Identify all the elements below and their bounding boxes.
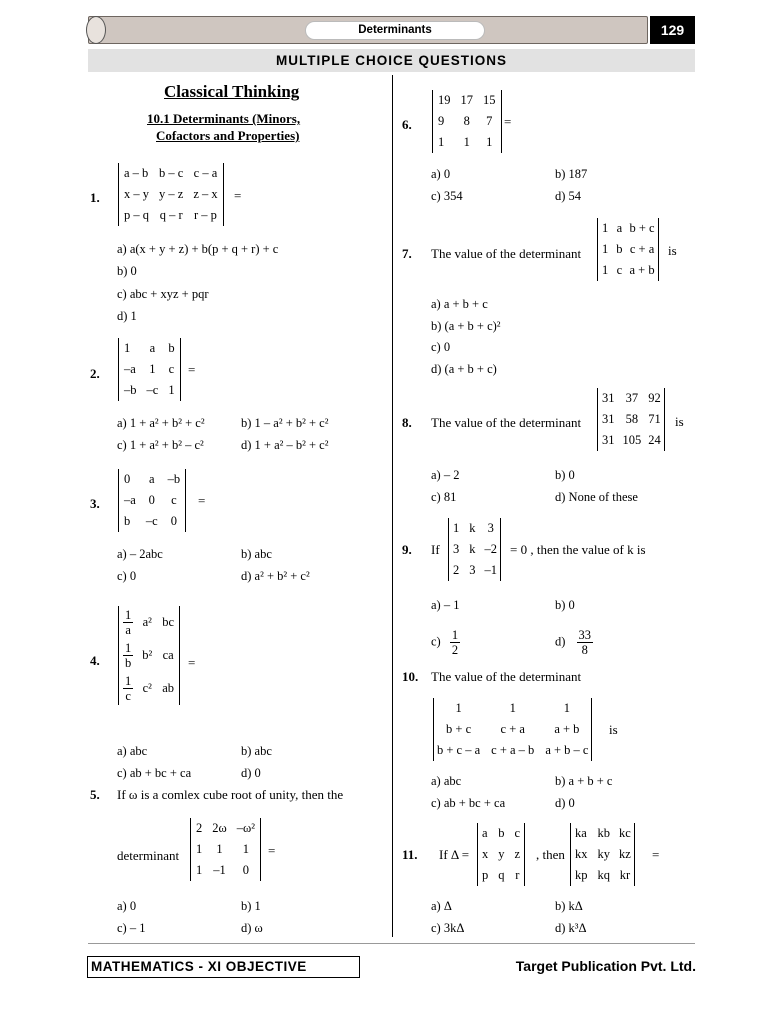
option-a: a) 0	[117, 899, 137, 913]
fraction-denominator: 2	[451, 643, 459, 657]
option-label: c)	[431, 634, 441, 649]
det-cell: 24	[648, 433, 661, 447]
question-text-tail: = 0 , then the value of k is	[510, 542, 646, 557]
det-cell: 37	[625, 391, 639, 405]
option-b: b) 1	[241, 899, 261, 913]
determinant-q11-delta	[477, 823, 525, 886]
det-cell: kx	[575, 847, 588, 861]
fraction-denominator: c	[125, 689, 131, 703]
det-cell: –ω²	[236, 821, 255, 835]
det-cell: 1	[438, 135, 445, 149]
equals-sign: =	[198, 493, 206, 508]
option-b: b) abc	[241, 547, 272, 561]
determinant-q8	[597, 388, 665, 451]
det-cell: c – a	[193, 166, 218, 180]
det-cell: 1	[602, 263, 609, 277]
fraction-denominator: a	[125, 623, 131, 637]
det-cell: –c	[145, 514, 158, 528]
det-cell: 1	[602, 242, 609, 256]
det-cell: 58	[625, 412, 639, 426]
option-label: d)	[555, 634, 566, 649]
det-cell: 105	[622, 433, 642, 447]
det-cell: c + a	[629, 242, 655, 256]
option-c: c) abc + xyz + pqr	[117, 287, 209, 301]
det-cell: 1	[455, 701, 462, 715]
determinant-q6	[432, 90, 502, 153]
det-cell: k	[469, 521, 476, 535]
det-cell: 19	[438, 93, 451, 107]
det-cell: 0	[124, 472, 131, 486]
det-cell: x	[482, 847, 489, 861]
option-b: b) 187	[555, 167, 588, 181]
det-cell: 1	[602, 221, 609, 235]
det-cell: b	[124, 514, 131, 528]
det-cell: a	[149, 341, 156, 355]
det-cell: b	[616, 242, 623, 256]
column-divider	[392, 75, 393, 937]
option-b: b) 0	[555, 468, 575, 482]
det-cell: y – z	[159, 187, 184, 201]
equals-sign: =	[504, 114, 512, 129]
section-banner: MULTIPLE CHOICE QUESTIONS	[88, 49, 695, 72]
det-cell: c	[616, 263, 623, 277]
det-cell: ca	[162, 648, 174, 662]
det-cell: a + b	[629, 263, 655, 277]
question-text: If Δ =	[439, 847, 470, 862]
option-c: c) ab + bc + ca	[117, 766, 192, 780]
det-cell: –c	[146, 383, 159, 397]
det-cell: 31	[602, 433, 615, 447]
equals-sign: =	[268, 843, 276, 858]
det-cell: 0	[170, 514, 177, 528]
option-a: a) – 2	[431, 468, 460, 482]
option-c: c) 354	[431, 189, 463, 203]
det-cell: 9	[438, 114, 445, 128]
footer-book-title: MATHEMATICS - XI OBJECTIVE	[87, 956, 360, 978]
det-cell: a + b – c	[545, 743, 589, 757]
det-cell: 1	[453, 521, 460, 535]
det-cell: x – y	[124, 187, 149, 201]
det-cell: kc	[619, 826, 631, 840]
det-cell: a – b	[124, 166, 149, 180]
det-cell: ky	[597, 847, 610, 861]
det-cell: r	[515, 868, 520, 882]
determinant-q2	[118, 338, 181, 401]
option-c: c) ab + bc + ca	[431, 796, 506, 810]
option-c: c) 3kΔ	[431, 921, 465, 935]
det-cell: a	[482, 826, 488, 840]
det-cell: –1	[213, 863, 226, 877]
det-cell: –b	[167, 472, 181, 486]
option-a: a) abc	[431, 774, 462, 788]
fraction-numerator: 1	[125, 641, 132, 655]
det-cell: 3	[453, 542, 460, 556]
question-number: 9.	[402, 542, 412, 557]
option-a: a) – 2abc	[117, 547, 163, 561]
option-b: b) 1 – a² + b² + c²	[241, 416, 329, 430]
option-d: d) 54	[555, 189, 582, 203]
det-cell: 2	[196, 821, 203, 835]
equals-sign: =	[234, 188, 242, 203]
det-cell: k	[469, 542, 476, 556]
det-cell: c	[168, 362, 175, 376]
question-text-tail: is	[675, 414, 684, 429]
det-cell: 1	[149, 362, 156, 376]
det-cell: 1	[242, 842, 249, 856]
question-number: 2.	[90, 366, 100, 381]
det-cell: a²	[142, 615, 152, 629]
option-d: d) (a + b + c)	[431, 362, 497, 376]
option-b: b) a + b + c	[555, 774, 613, 788]
question-text: The value of the determinant	[431, 669, 582, 684]
fraction-denominator: 8	[581, 643, 588, 657]
fraction-denominator: b	[125, 656, 132, 670]
det-cell: kr	[619, 868, 631, 882]
fraction-numerator: 1	[451, 628, 459, 642]
determinant-q5	[190, 818, 261, 881]
det-cell: c²	[142, 681, 152, 695]
det-cell: b	[168, 341, 175, 355]
det-cell: –1	[484, 563, 497, 577]
det-cell: –a	[124, 493, 136, 507]
section-heading: Classical Thinking	[164, 82, 300, 101]
option-a: a) – 1	[431, 598, 460, 612]
option-b: b) 0	[117, 264, 137, 278]
option-c: c) 0	[431, 340, 451, 354]
option-a: a) a(x + y + z) + b(p + q + r) + c	[117, 242, 279, 256]
det-cell: 3	[469, 563, 476, 577]
det-cell: b²	[142, 648, 153, 662]
det-cell: b – c	[159, 166, 184, 180]
subsection-heading-line2: Cofactors and Properties)	[156, 128, 300, 143]
det-cell: p – q	[124, 208, 149, 222]
det-cell: 1	[124, 341, 131, 355]
det-cell: 3	[487, 521, 494, 535]
question-number: 11.	[402, 847, 418, 862]
det-cell: b	[498, 826, 505, 840]
det-cell: ab	[162, 681, 175, 695]
det-cell: bc	[162, 615, 175, 629]
det-cell: 15	[483, 93, 496, 107]
det-cell: 31	[602, 412, 615, 426]
question-text: The value of the determinant	[431, 415, 582, 430]
det-cell: b + c – a	[437, 743, 481, 757]
option-d	[555, 628, 593, 657]
option-d: d) 1	[117, 309, 137, 323]
subsection-heading-line1: 10.1 Determinants (Minors,	[147, 111, 301, 126]
det-cell: p	[482, 868, 489, 882]
option-c: c) 81	[431, 490, 457, 504]
det-cell: b + c	[629, 221, 655, 235]
question-number: 7.	[402, 246, 412, 261]
det-cell: c + a – b	[491, 743, 535, 757]
option-a: a) a + b + c	[431, 297, 488, 311]
option-a: a) Δ	[431, 899, 452, 913]
det-cell: 1	[216, 842, 223, 856]
det-cell: y	[498, 847, 505, 861]
det-cell: 0	[242, 863, 249, 877]
det-cell: z	[514, 847, 521, 861]
question-text-label: determinant	[117, 848, 180, 863]
equals-sign: =	[188, 362, 196, 377]
option-b: b) 0	[555, 598, 575, 612]
determinant-q10	[433, 698, 592, 761]
det-cell: q	[498, 868, 505, 882]
option-d: d) 1 + a² – b² + c²	[241, 438, 329, 452]
page-number: 129	[650, 16, 695, 44]
footer-rule	[88, 943, 695, 944]
question-text-mid: , then	[536, 847, 565, 862]
det-cell: b + c	[446, 722, 472, 736]
question-number: 6.	[402, 117, 412, 132]
question-text-tail: is	[609, 722, 618, 737]
option-b: b) (a + b + c)²	[431, 319, 501, 333]
determinant-q11-k	[570, 823, 635, 886]
equals-sign: =	[652, 847, 660, 862]
chapter-title: Determinants	[305, 21, 485, 40]
option-c	[431, 628, 460, 657]
option-c: c) – 1	[117, 921, 146, 935]
option-d: d) 0	[555, 796, 575, 810]
question-number: 3.	[90, 496, 100, 511]
option-c: c) 1 + a² + b² – c²	[117, 438, 204, 452]
option-a: a) 1 + a² + b² + c²	[117, 416, 205, 430]
det-cell: 1	[486, 135, 493, 149]
det-cell: 1	[196, 863, 203, 877]
question-number: 5.	[90, 787, 100, 802]
fraction-numerator: 1	[125, 608, 132, 622]
det-cell: 8	[463, 114, 470, 128]
option-c: c) 0	[117, 569, 137, 583]
det-cell: –a	[124, 362, 136, 376]
question-text-tail: is	[668, 243, 677, 258]
option-b: b) kΔ	[555, 899, 583, 913]
det-cell: 31	[602, 391, 615, 405]
det-cell: 0	[148, 493, 155, 507]
det-cell: a + b	[554, 722, 580, 736]
det-cell: a	[148, 472, 155, 486]
det-cell: 92	[648, 391, 661, 405]
option-a: a) abc	[117, 744, 148, 758]
det-cell: 1	[509, 701, 516, 715]
determinant-q7	[597, 218, 659, 281]
question-number: 8.	[402, 415, 412, 430]
question-text: If	[431, 542, 440, 557]
option-a: a) 0	[431, 167, 451, 181]
det-cell: c + a	[500, 722, 525, 736]
det-cell: –b	[124, 383, 137, 397]
det-cell: kq	[597, 868, 610, 882]
det-cell: kp	[575, 868, 588, 882]
question-number: 10.	[402, 669, 419, 684]
determinant-q4	[118, 606, 180, 705]
determinant-q1	[118, 163, 224, 226]
option-d: d) 0	[241, 766, 261, 780]
option-b: b) abc	[241, 744, 272, 758]
det-cell: c	[171, 493, 177, 507]
equals-sign: =	[188, 655, 196, 670]
determinant-q3	[118, 469, 186, 532]
det-cell: –2	[484, 542, 497, 556]
det-cell: 1	[196, 842, 203, 856]
det-cell: 7	[486, 114, 493, 128]
det-cell: ka	[575, 826, 587, 840]
question-text: The value of the determinant	[431, 246, 582, 261]
option-d: d) ω	[241, 921, 263, 935]
determinant-q9	[448, 518, 501, 581]
det-cell: 1	[563, 701, 571, 715]
det-cell: 71	[648, 412, 661, 426]
det-cell: kz	[619, 847, 631, 861]
fraction-numerator: 33	[578, 628, 592, 642]
header-ring-decoration	[86, 16, 106, 44]
det-cell: 2ω	[212, 821, 227, 835]
det-cell: c	[514, 826, 521, 840]
det-cell: 2	[453, 563, 460, 577]
det-cell: z – x	[193, 187, 218, 201]
question-number: 1.	[90, 190, 100, 205]
option-d: d) a² + b² + c²	[241, 569, 310, 583]
question-text: If ω is a comlex cube root of unity, then the	[117, 787, 344, 802]
det-cell: a	[616, 221, 623, 235]
det-cell: r – p	[194, 208, 217, 222]
option-d: d) None of these	[555, 490, 638, 504]
det-cell: q – r	[159, 208, 183, 222]
option-d: d) k³Δ	[555, 921, 587, 935]
det-cell: 1	[463, 135, 470, 149]
det-cell: 1	[168, 383, 175, 397]
fraction-numerator: 1	[125, 674, 132, 688]
question-number: 4.	[90, 653, 100, 668]
det-cell: 17	[460, 93, 473, 107]
det-cell: kb	[597, 826, 610, 840]
footer-publisher: Target Publication Pvt. Ltd.	[515, 958, 696, 974]
